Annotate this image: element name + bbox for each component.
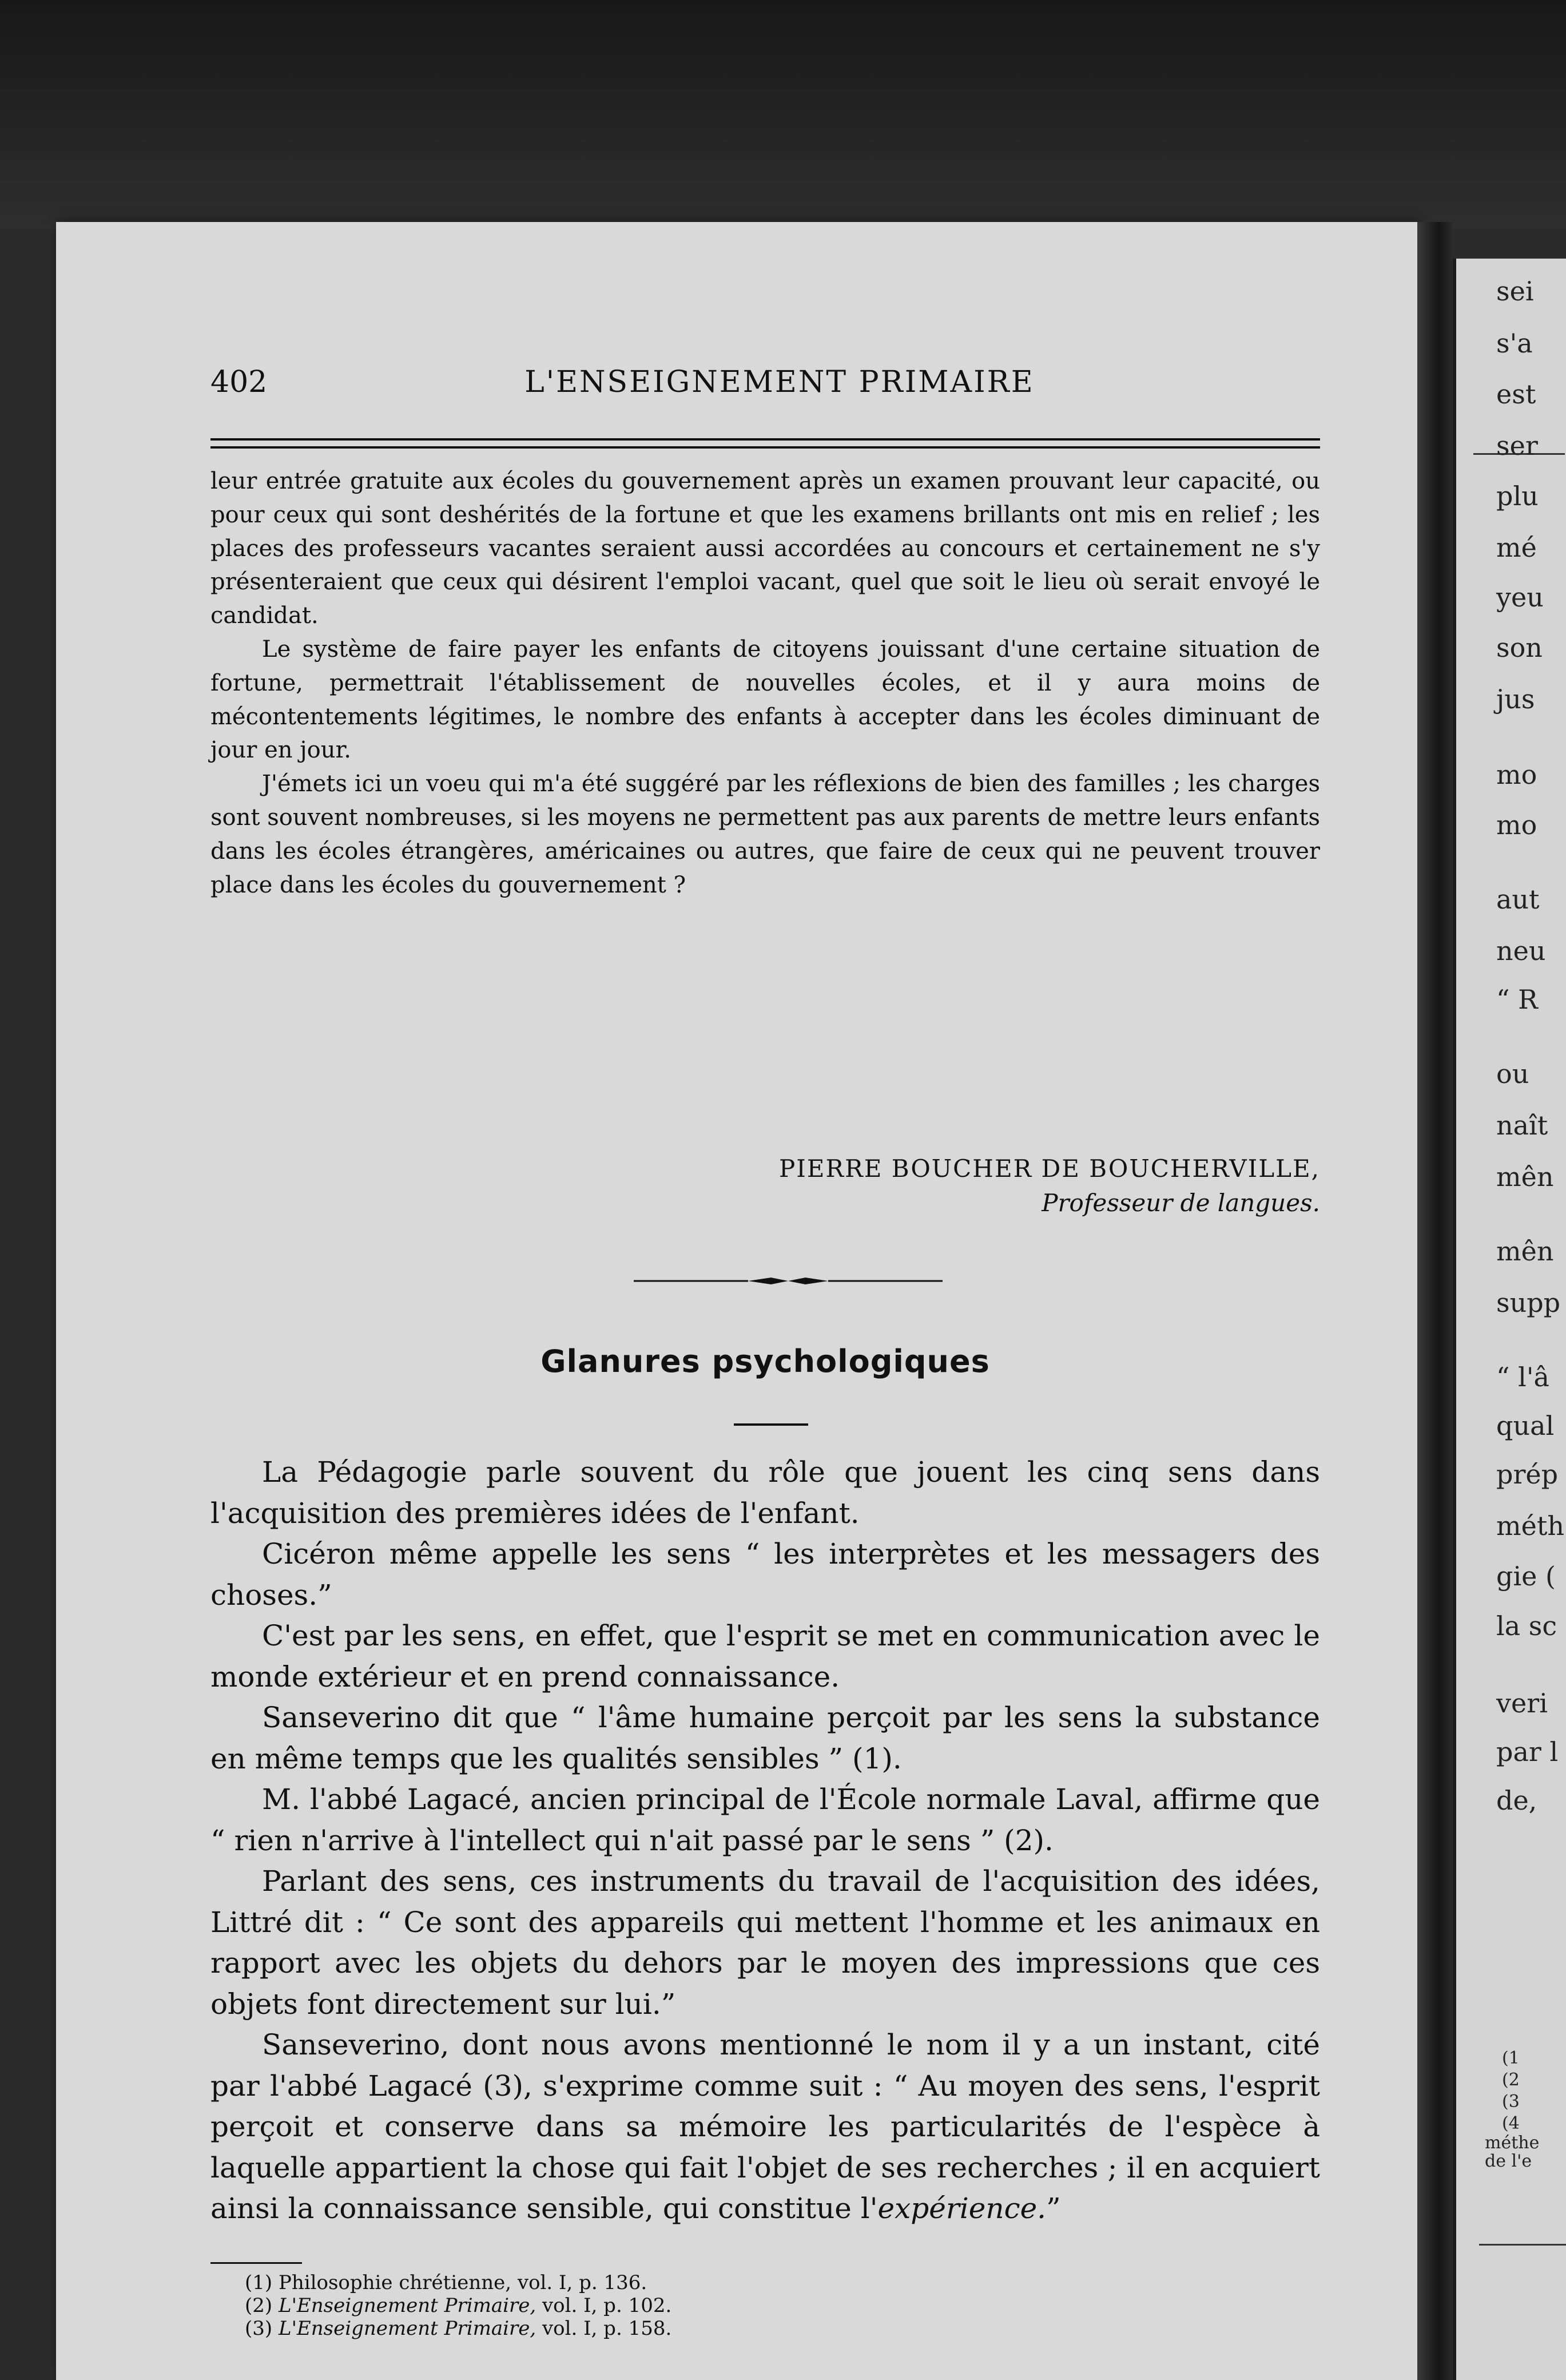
right-page-footnote-fragment: (1 <box>1502 2048 1520 2068</box>
right-page-fragment: la sc <box>1496 1611 1557 1641</box>
right-page-fragment: plu <box>1496 481 1539 511</box>
right-page-fragment: neu <box>1496 935 1546 966</box>
article-paragraph <box>210 2025 1320 2230</box>
footnote-rule <box>210 2262 302 2264</box>
section-divider-ornament <box>634 1275 943 1287</box>
letter-paragraph: Le système de faire payer les enfants de citoyens jouissant d'une certaine situation de fortune, permettrait l'établissement de nouvelles écoles, et il y aura moins de mécontentements légitimes, le nombre des enfants à accepter dans les écoles diminuant de jour en jour. <box>210 636 1320 764</box>
book-gutter <box>1417 222 1453 2380</box>
right-page-fragment: yeu <box>1496 582 1544 613</box>
title-rule <box>734 1423 808 1426</box>
right-page-fragment: méth <box>1496 1510 1564 1541</box>
letter-body <box>210 465 1320 902</box>
header-rule-bottom <box>210 446 1320 449</box>
header-rule-top <box>210 438 1320 441</box>
footnote <box>245 2271 1046 2294</box>
right-page-fragment: prép <box>1496 1459 1559 1490</box>
right-page-fragment: mên <box>1496 1236 1554 1267</box>
footnotes <box>245 2271 1046 2340</box>
right-page-fragment: veri <box>1496 1688 1548 1719</box>
right-page-footnote-fragment: méthe <box>1485 2133 1540 2153</box>
right-page-fragment: aut <box>1496 884 1540 915</box>
letter-paragraph: leur entrée gratuite aux écoles du gouvernement après un examen prouvant leur capacité, ou pour ceux qui sont deshérités de la fortune et que les examens brillants ont mis en relief ; les places des professeurs vacantes seraient aussi accordées au concours et certainement ne s'y présenteraient que ceux qui désirent l'emploi vacant, quel que soit le lieu où serait envoyé le candidat. <box>210 468 1320 629</box>
left-page <box>56 222 1417 2380</box>
footnote <box>245 2294 1046 2317</box>
right-page-footnote-fragment: (2 <box>1502 2070 1520 2090</box>
right-page-fragment: “ R <box>1496 984 1538 1015</box>
article-paragraph: Sanseverino dit que “ l'âme humaine perçoit par les sens la substance en même temps que les qualités sensibles ” (1). <box>210 1701 1320 1775</box>
right-page-fragment: de, <box>1496 1785 1537 1816</box>
footnote-number: (3) <box>245 2317 273 2340</box>
right-page-edge <box>1453 259 1566 2380</box>
letter-paragraph: J'émets ici un voeu qui m'a été suggéré par les réflexions de bien des familles ; les charges sont souvent nombreuses, si les moyens ne permettent pas aux parents de mettre leurs enfants dans les écoles étrangères, américaines ou autres, que faire de ceux qui ne peuvent trouver place dans les écoles du gouvernement ? <box>210 771 1320 898</box>
article-last-end: ” <box>1046 2192 1061 2225</box>
right-page-fragment: mo <box>1496 810 1537 840</box>
article-paragraph: La Pédagogie parle souvent du rôle que jouent les cinq sens dans l'acquisition des premières idées de l'enfant. <box>210 1455 1320 1530</box>
article-last-italic: expérience. <box>877 2192 1047 2225</box>
footnote-number: (2) <box>245 2294 273 2317</box>
signature-title-text: Professeur de langues. <box>1042 1189 1320 1217</box>
right-page-fragment: son <box>1496 632 1543 663</box>
right-page-footnote-fragment: (3 <box>1502 2092 1520 2112</box>
right-page-fragment: ou <box>1496 1058 1529 1089</box>
signature-name: PIERRE BOUCHER DE BOUCHERVILLE, <box>778 1155 1320 1183</box>
right-footnote-rule <box>1479 2244 1566 2246</box>
right-page-fragment: s'a <box>1496 328 1533 359</box>
journal-title: L'ENSEIGNEMENT PRIMAIRE <box>524 365 1035 399</box>
right-page-fragment: est <box>1496 379 1536 410</box>
right-page-fragment: jus <box>1496 684 1535 715</box>
background-top <box>0 0 1566 229</box>
right-page-fragment: supp <box>1496 1287 1561 1318</box>
footnote-text: vol. I, p. 102. <box>536 2294 672 2317</box>
article-body <box>210 1452 1320 2230</box>
right-page-fragment: “ l'â <box>1496 1362 1549 1393</box>
article-paragraph: M. l'abbé Lagacé, ancien principal de l'École normale Laval, affirme que “ rien n'arrive à l'intellect qui n'ait passé par le sens ” (2). <box>210 1783 1320 1857</box>
article-paragraph: Cicéron même appelle les sens “ les interprètes et les messagers des choses.” <box>210 1537 1320 1612</box>
article-title: Glanures psychologiques <box>540 1343 990 1379</box>
article-last-text: Sanseverino, dont nous avons mentionné le nom il y a un instant, cité par l'abbé Lagacé (3), s'exprime comme suit : “ Au moyen des sens, l'esprit perçoit et conserve dans sa mémoire les particularités de l'espèce à laquelle appartient la chose qui fait l'objet de ses recherches ; il en acquiert ainsi la connaissance sensible, qui constitue l' <box>210 2028 1320 2225</box>
right-page-fragment: par l <box>1496 1736 1559 1767</box>
footnote-text: vol. I, p. 158. <box>536 2317 672 2340</box>
article-paragraph: Parlant des sens, ces instruments du travail de l'acquisition des idées, Littré dit : “ Ce sont des appareils qui mettent l'homme et les animaux en rapport avec les objets du dehors par le moyen des impressions que ces objets font directement sur lui.” <box>210 1865 1320 2021</box>
article-paragraph: C'est par les sens, en effet, que l'esprit se met en communication avec le monde extérieur et en prend connaissance. <box>210 1619 1320 1693</box>
right-page-footnote-fragment: (4 <box>1502 2113 1520 2133</box>
footnote-italic: L'Enseignement Primaire, <box>278 2294 536 2317</box>
footnote-text: Philosophie chrétienne, vol. I, p. 136. <box>278 2271 647 2294</box>
right-page-fragment: qual <box>1496 1410 1555 1441</box>
right-page-footnote-fragment: de l'e <box>1485 2151 1532 2171</box>
right-page-fragment: mên <box>1496 1161 1554 1192</box>
right-page-fragment: gie ( <box>1496 1561 1556 1592</box>
right-page-fragment: mé <box>1496 532 1537 563</box>
right-page-fragment: naît <box>1496 1110 1548 1141</box>
right-page-fragment: ser <box>1496 430 1538 461</box>
running-head <box>210 365 1349 405</box>
right-page-fragment: mo <box>1496 759 1537 790</box>
footnote <box>245 2317 1046 2340</box>
footnote-italic: L'Enseignement Primaire, <box>278 2317 536 2340</box>
right-page-fragment: sei <box>1496 276 1534 307</box>
page-number: 402 <box>210 365 268 399</box>
signature-title <box>1042 1189 1320 1217</box>
footnote-number: (1) <box>245 2271 273 2294</box>
